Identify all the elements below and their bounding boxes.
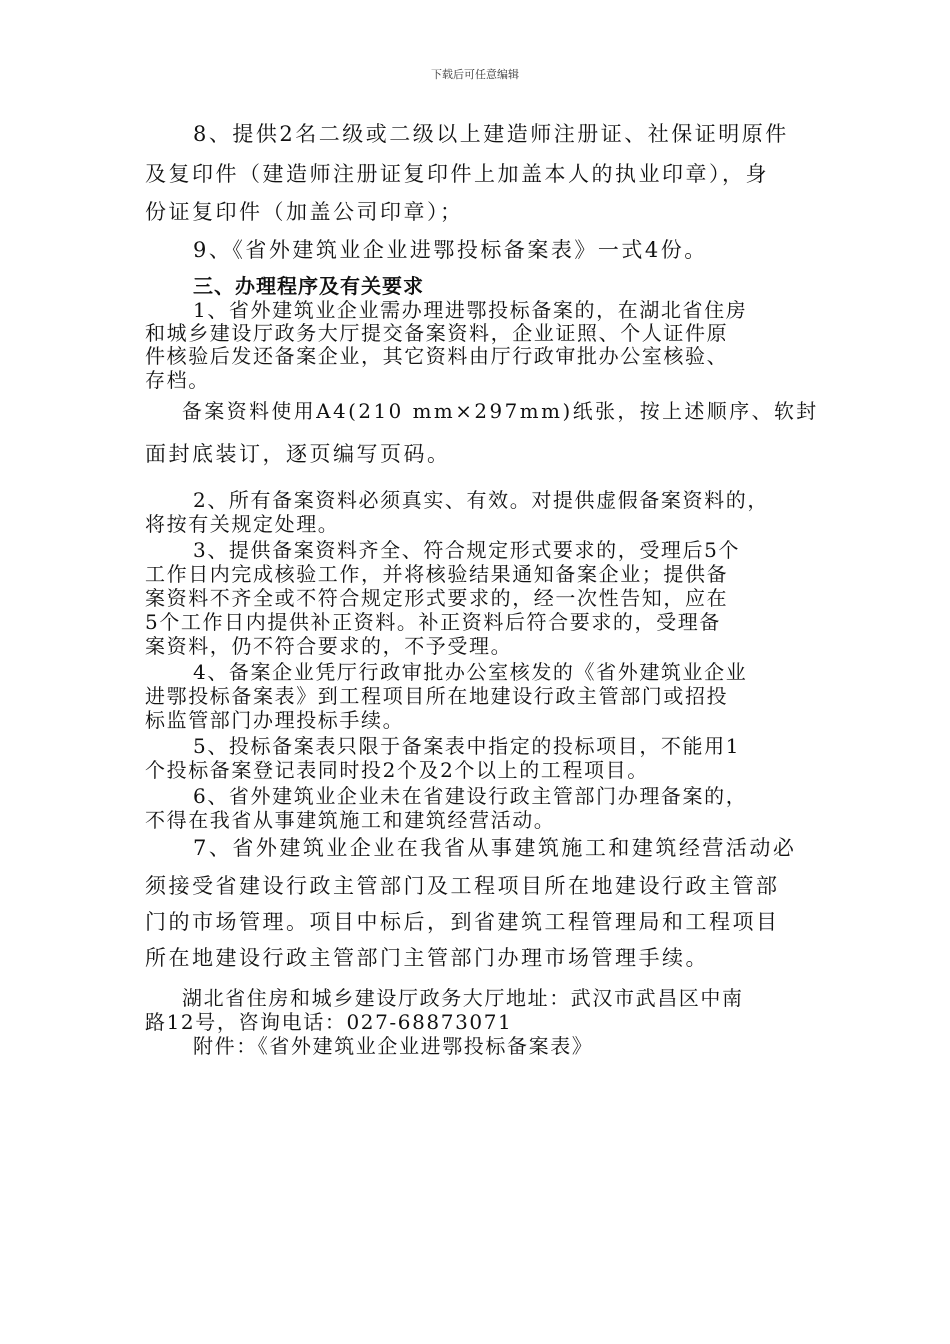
paragraph-line: 工作日内完成核验工作，并将核验结果通知备案企业；提供备 [145,562,729,586]
paragraph-line: 将按有关规定处理。 [145,512,340,536]
paragraph-line: 所在地建设行政主管部门主管部门办理市场管理手续。 [145,946,709,970]
page-header: 下载后可任意编辑 [431,68,519,81]
paragraph-line: 7、省外建筑业企业在我省从事建筑施工和建筑经营活动必 [193,836,797,860]
paragraph-line: 4、备案企业凭厅行政审批办公室核发的《省外建筑业企业 [193,660,748,684]
paragraph-line: 份证复印件（加盖公司印章）； [145,200,464,224]
address-line: 湖北省住房和城乡建设厅政务大厅地址：武汉市武昌区中南 [182,986,744,1010]
paragraph-line: 3、提供备案资料齐全、符合规定形式要求的，受理后5个 [193,538,741,562]
paragraph-line: 9、《省外建筑业企业进鄂投标备案表》一式4份。 [193,238,708,262]
paragraph-line: 5、投标备案表只限于备案表中指定的投标项目，不能用1 [193,734,741,758]
paragraph-line: 进鄂投标备案表》到工程项目所在地建设行政主管部门或招投 [145,684,729,708]
contact-line: 路12号，咨询电话：027-68873071 [145,1010,513,1034]
paragraph-line: 及复印件（建造师注册证复印件上加盖本人的执业印章），身 [145,162,769,186]
paragraph-line: 和城乡建设厅政务大厅提交备案资料，企业证照、个人证件原 [145,321,729,345]
paragraph-line: 2、所有备案资料必须真实、有效。对提供虚假备案资料的， [193,488,769,512]
paragraph-line: 5个工作日内提供补正资料。补正资料后符合要求的，受理备 [145,610,721,634]
attachment-line: 附件：《省外建筑业企业进鄂投标备案表》 [193,1034,594,1058]
paragraph-line: 1、省外建筑业企业需办理进鄂投标备案的，在湖北省住房 [193,298,748,322]
paragraph-line: 门的市场管理。项目中标后，到省建筑工程管理局和工程项目 [145,910,780,934]
paragraph-line: 标监管部门办理投标手续。 [145,708,405,732]
paragraph-line: 件核验后发还备案企业，其它资料由厅行政审批办公室核验、 [145,344,729,368]
paragraph-line: 存档。 [145,368,210,392]
paragraph-line: 备案资料使用A4(210 mm×297mm)纸张，按上述顺序、软封 [182,400,819,423]
paragraph-line: 不得在我省从事建筑施工和建筑经营活动。 [145,808,556,832]
paragraph-line: 须接受省建设行政主管部门及工程项目所在地建设行政主管部 [145,874,780,898]
paragraph-line: 8、提供2名二级或二级以上建造师注册证、社保证明原件 [193,122,789,146]
paragraph-line: 个投标备案登记表同时投2个及2个以上的工程项目。 [145,758,649,782]
paragraph-line: 案资料，仍不符合要求的，不予受理。 [145,634,513,658]
section-heading: 三、办理程序及有关要求 [193,274,424,298]
paragraph-line: 6、省外建筑业企业未在省建设行政主管部门办理备案的， [193,784,748,808]
paragraph-line: 面封底装订，逐页编写页码。 [145,442,451,466]
paragraph-line: 案资料不齐全或不符合规定形式要求的，经一次性告知，应在 [145,586,729,610]
